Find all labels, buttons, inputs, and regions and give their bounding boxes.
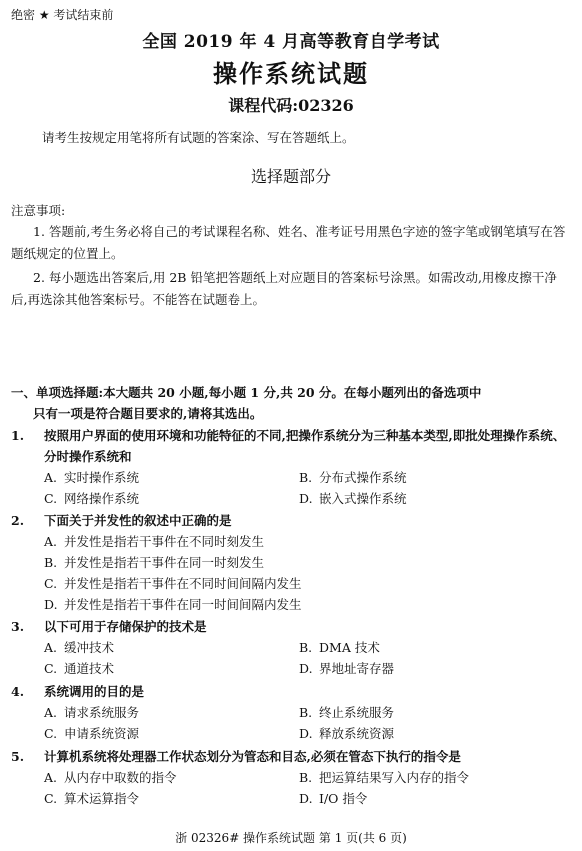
option-a: A. 缓冲技术 [44,640,115,655]
question-number: 5. [11,749,25,764]
option-b: B. DMA 技术 [299,640,380,655]
question-stem: 按照用户界面的使用环境和功能特征的不同,把操作系统分为三种基本类型,即批处理操作系统、分时操作系统和 [44,428,566,464]
notes-heading: 注意事项: [11,203,66,218]
course-code: 课程代码:02326 [228,96,354,115]
option-c: C. 算术运算指令 [44,791,140,806]
option-b: B. 并发性是指若干事件在同一时刻发生 [44,555,265,570]
part-one-title-line2: 只有一项是符合题目要求的,请将其选出。 [33,406,263,421]
part-one-title [11,382,571,424]
option-c: C. 通道技术 [44,661,115,676]
note-item: 1. 答题前,考生务必将自己的考试课程名称、姓名、准考证号用黑色字迹的签字笔或钢笔填写在答题纸规定的位置上。 [11,224,566,261]
question-stem: 以下可用于存储保护的技术是 [44,619,207,634]
option-a: A. 实时操作系统 [44,470,140,485]
page-footer: 浙 02326# 操作系统试题 第 1 页(共 6 页) [175,831,407,845]
confidential-mark: 绝密 ★ 考试结束前 [11,8,114,22]
option-d: D. I/O 指令 [299,791,368,806]
note-item: 2. 每小题选出答案后,用 2B 铅笔把答题纸上对应题目的答案标号涂黑。如需改动,用橡皮擦干净后,再选涂其他答案标号。不能答在试题卷上。 [11,270,557,307]
option-a: A. 请求系统服务 [44,705,140,720]
question-number: 1. [11,428,25,443]
question-stem: 计算机系统将处理器工作状态划分为管态和目态,必须在管态下执行的指令是 [44,749,461,764]
question-5 [11,746,573,809]
question-2 [11,510,573,615]
option-c: C. 申请系统资源 [44,726,140,741]
option-d: D. 释放系统资源 [299,726,395,741]
subject-title: 操作系统试题 [213,59,369,88]
option-b: B. 把运算结果写入内存的指令 [299,770,470,785]
question-3 [11,616,573,679]
question-number: 4. [11,684,25,699]
option-c: C. 网络操作系统 [44,491,140,506]
exam-title: 全国 2019 年 4 月高等教育自学考试 [142,32,440,52]
option-d: D. 界地址寄存器 [299,661,395,676]
question-4 [11,681,573,744]
section-heading: 选择题部分 [250,167,331,186]
option-c: C. 并发性是指若干事件在不同时间间隔内发生 [44,576,302,591]
question-stem: 系统调用的目的是 [44,684,145,699]
question-number: 3. [11,619,25,634]
option-d: D. 嵌入式操作系统 [299,491,407,506]
part-one-title-line1: 一、单项选择题:本大题共 20 小题,每小题 1 分,共 20 分。在每小题列出的备选项中 [11,385,482,400]
option-a: A. 从内存中取数的指令 [44,770,177,785]
option-b: B. 分布式操作系统 [299,470,407,485]
option-b: B. 终止系统服务 [299,705,395,720]
question-number: 2. [11,513,25,528]
option-d: D. 并发性是指若干事件在同一时间间隔内发生 [44,597,302,612]
question-stem: 下面关于并发性的叙述中正确的是 [44,513,232,528]
answer-instruction: 请考生按规定用笔将所有试题的答案涂、写在答题纸上。 [42,130,355,145]
option-a: A. 并发性是指若干事件在不同时刻发生 [44,534,265,549]
question-1 [11,425,573,509]
